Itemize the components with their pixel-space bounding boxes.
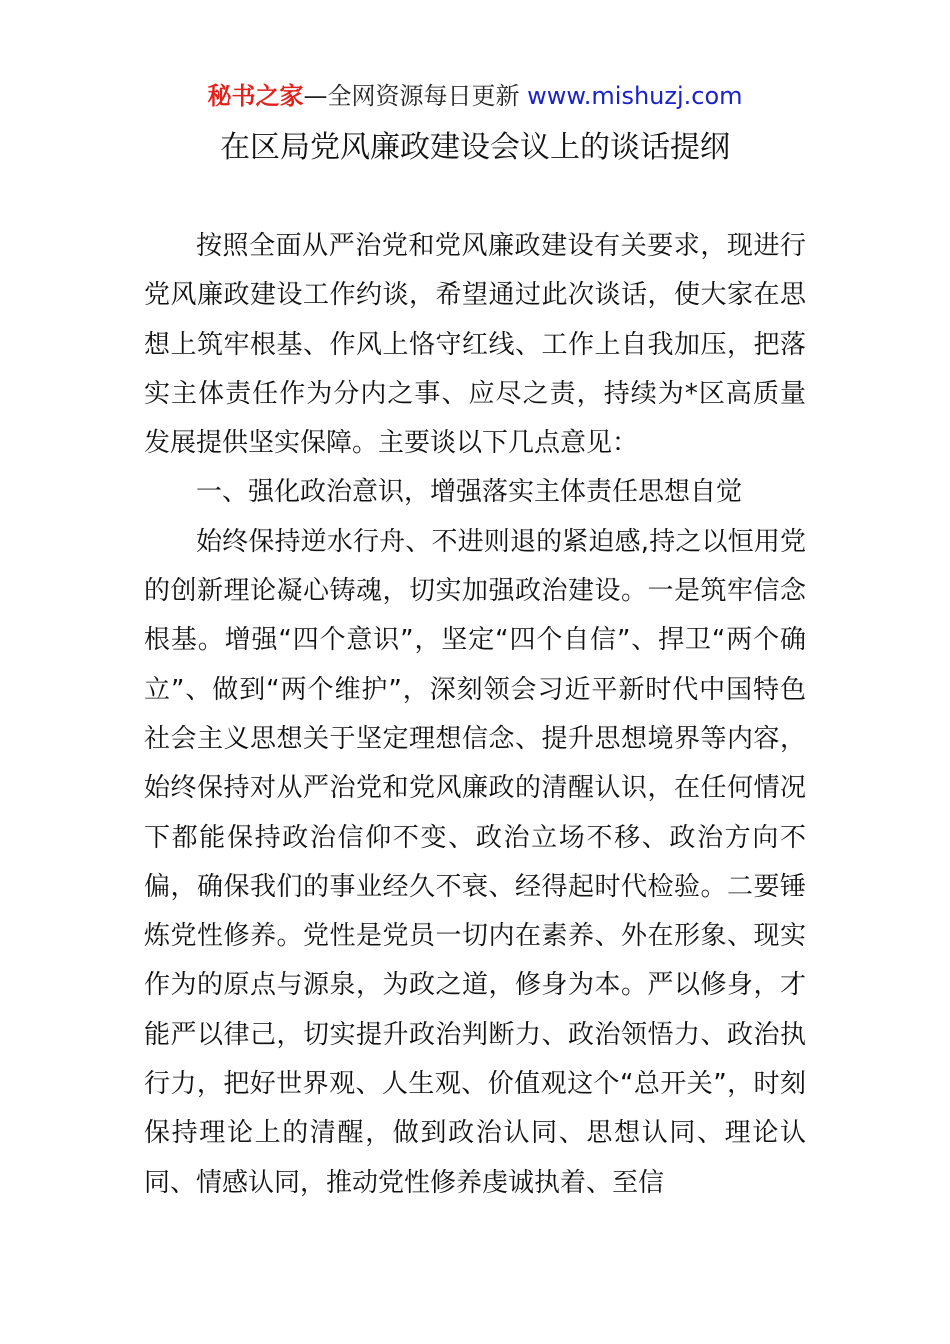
- section-paragraph: 始终保持逆水行舟、不进则退的紧迫感,持之以恒用党的创新理论凝心铸魂，切实加强政治建设。一是筑牢信念根基。增强“四个意识”，坚定“四个自信”、捍卫“两个确立”、做到“两个维护”，深刻领会习近平新时代中国特色社会主义思想关于坚定理想信念、提升思想境界等内容，始终保持对从严治党和党风廉政的清醒认识，在任何情况下都能保持政治信仰不变、政治立场不移、政治方向不偏，确保我们的事业经久不衰、经得起时代检验。二要锤炼党性修养。党性是党员一切内在素养、外在形象、现实作为的原点与源泉，为政之道，修身为本。严以修身，才能严以律己，切实提升政治判断力、政治领悟力、政治执行力，把好世界观、人生观、价值观这个“总开关”，时刻保持理论上的清醒，做到政治认同、思想认同、理论认同、情感认同，推动党性修养虔诚执着、至信: [144, 526, 806, 1198]
- section-heading: 一、强化政治意识，增强落实主体责任思想自觉: [196, 477, 743, 508]
- document-title: 在区局党风廉政建设会议上的谈话提纲: [220, 130, 730, 165]
- site-url-link[interactable]: www.mishuzj.com: [527, 82, 743, 110]
- header-dash: —: [303, 82, 328, 110]
- document-body: [144, 222, 806, 1208]
- site-header: [0, 80, 950, 112]
- intro-paragraph: 按照全面从严治党和党风廉政建设有关要求，现进行党风廉政建设工作约谈，希望通过此次谈话，使大家在思想上筑牢根基、作风上恪守红线、工作上自我加压，把落实主体责任作为分内之事、应尽之责，持续为*区高质量发展提供坚实保障。主要谈以下几点意见：: [144, 231, 806, 459]
- brand-name: 秘书之家: [207, 82, 304, 110]
- header-tagline: 全网资源每日更新: [327, 82, 520, 110]
